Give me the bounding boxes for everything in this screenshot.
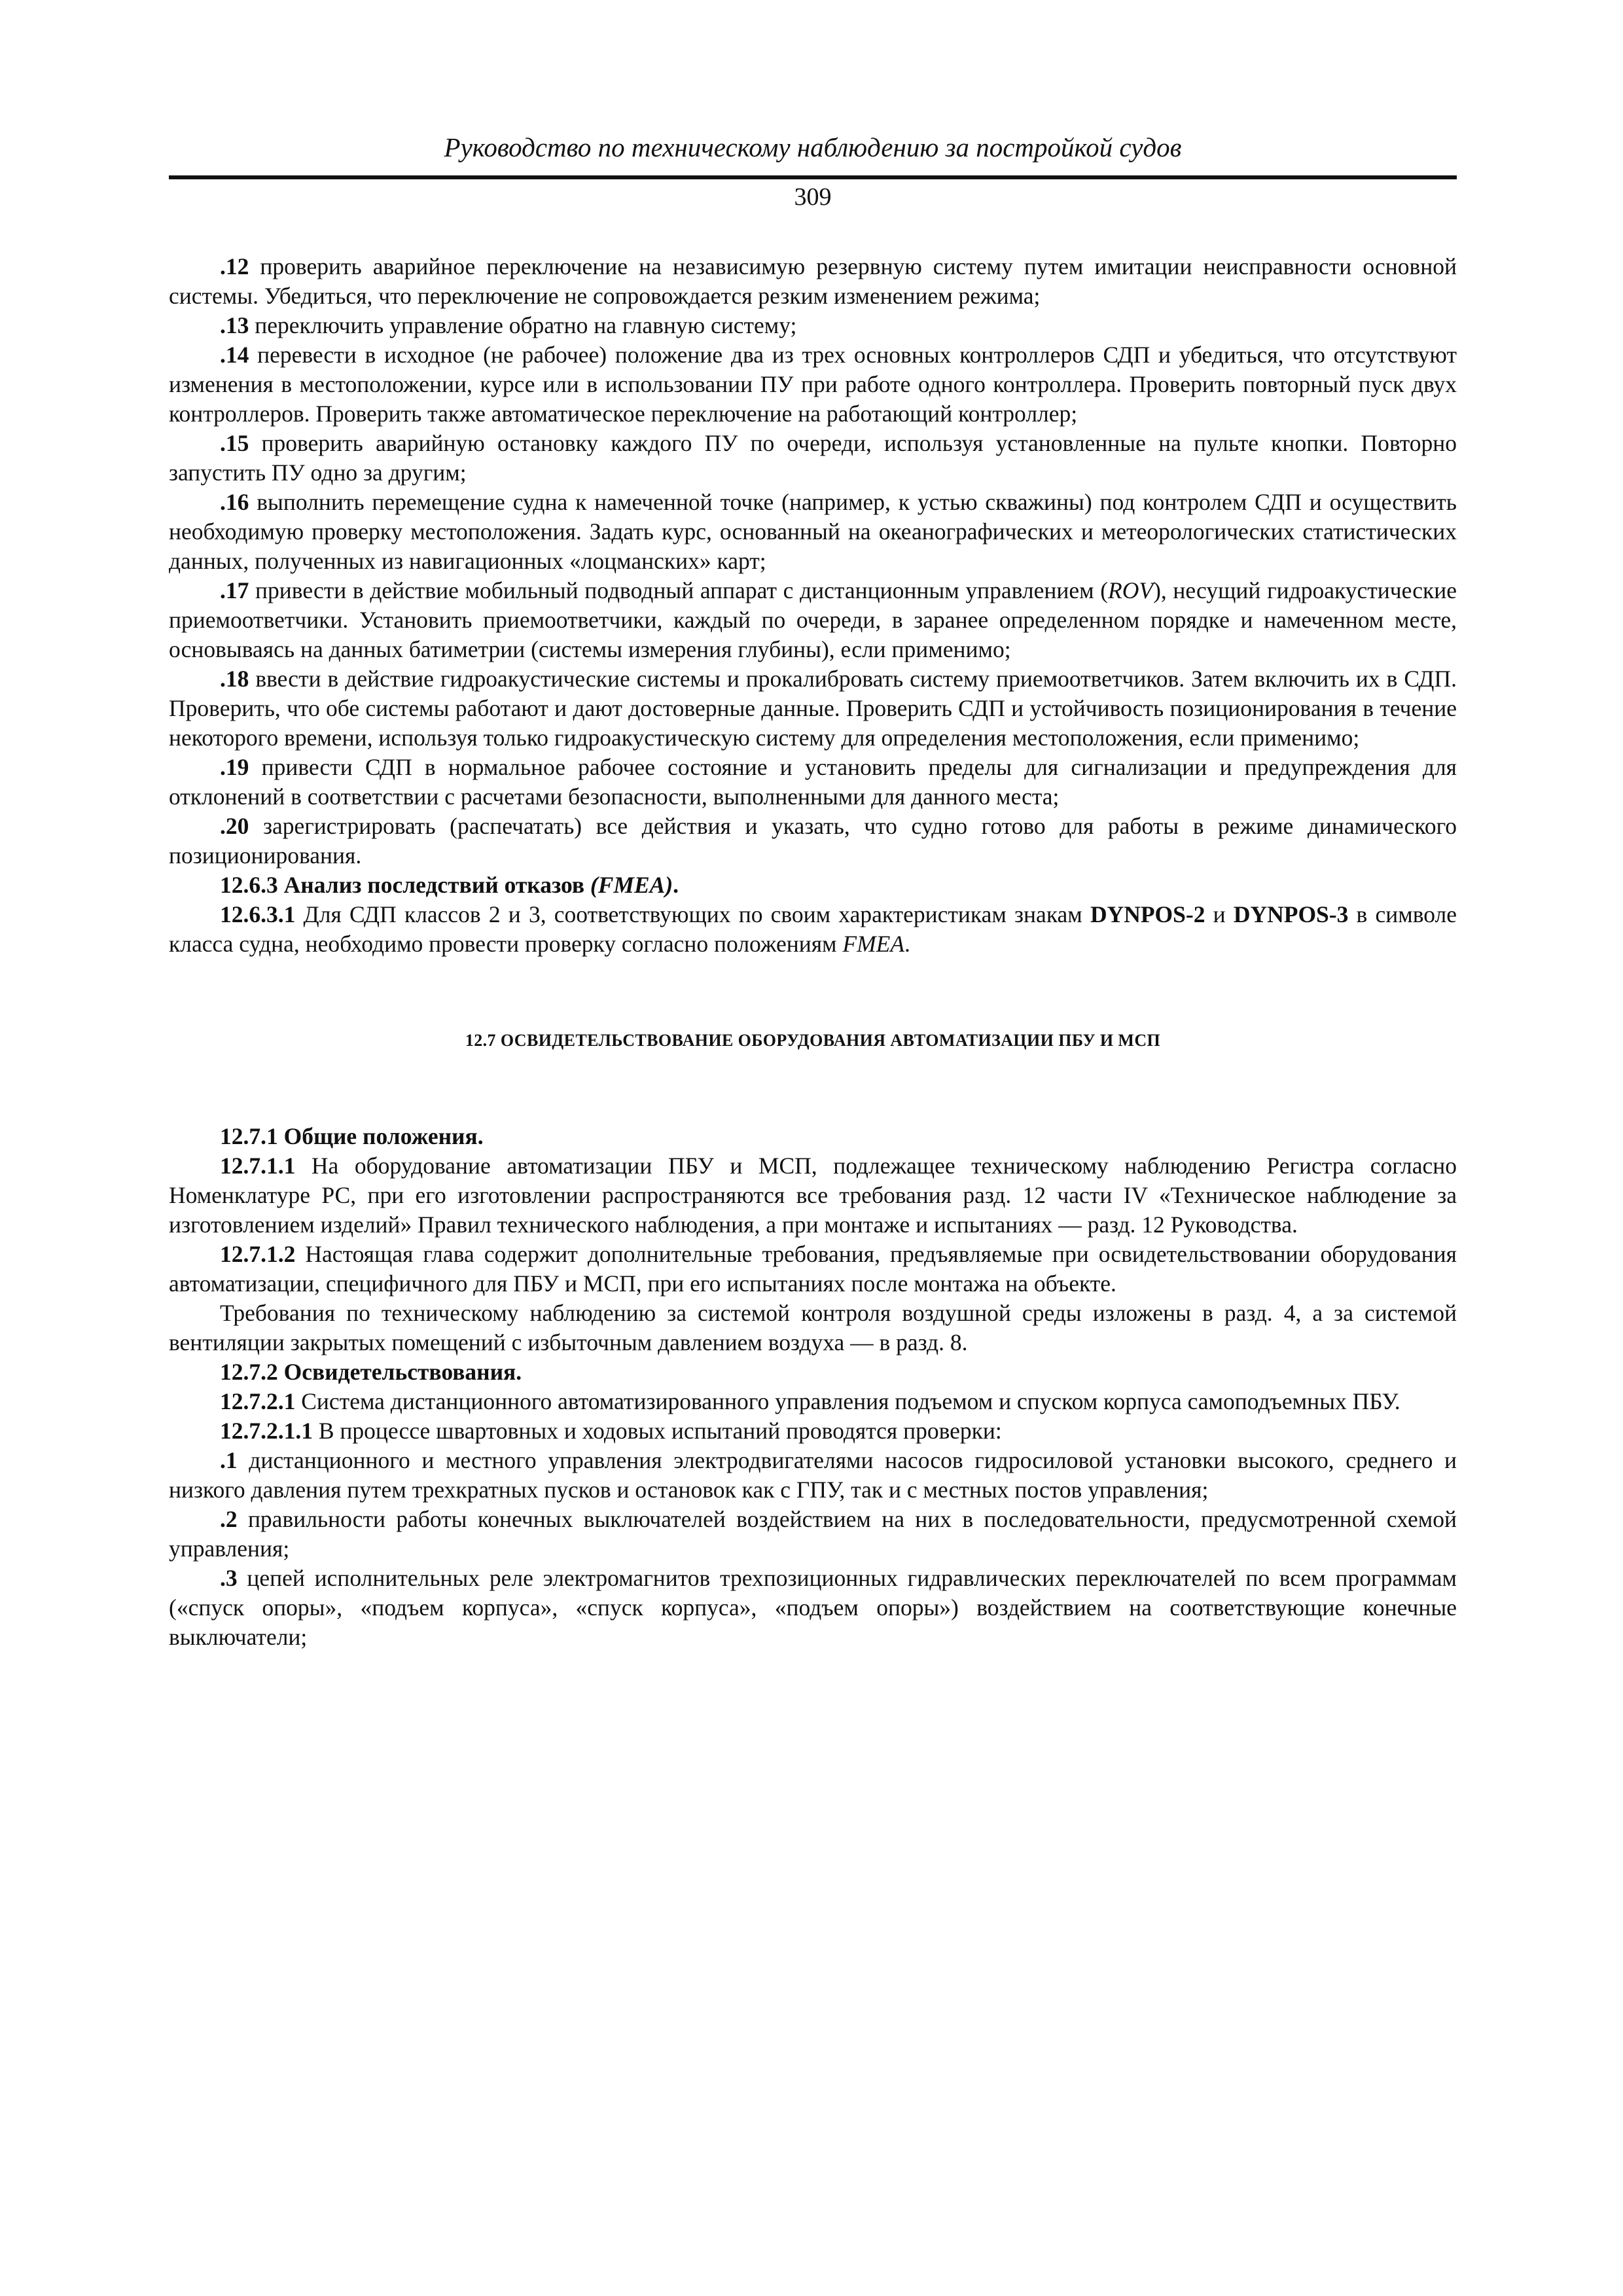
class-notation: DYNPOS-3 <box>1233 901 1349 927</box>
list-item <box>169 812 1457 870</box>
list-item <box>169 1505 1457 1564</box>
page-number: 309 <box>794 183 832 211</box>
paragraph-text: Для СДП классов 2 и 3, соответствующих по своим характеристикам знакам <box>295 901 1090 927</box>
heading-text: 12.6.3 Анализ последствий отказов <box>220 872 590 898</box>
item-text: проверить аварийное переключение на независимую резервную систему путем имитации неисправности основной системы. Убедиться, что переключение не сопровождается резким изменением режима; <box>169 253 1457 309</box>
item-text: ), несущий гидроакустические приемоответчики. Установить приемоответчики, каждый по очереди, в заранее определенном порядке и намеченном месте, основываясь на данных батиметрии (системы измерения глубины), если применимо; <box>169 577 1457 662</box>
item-text: переключить управление обратно на главную систему; <box>249 312 797 338</box>
item-number: .12 <box>220 253 249 279</box>
list-item <box>169 488 1457 576</box>
paragraph-number: 12.6.3.1 <box>220 901 296 927</box>
heading-end: . <box>673 872 679 898</box>
item-text: цепей исполнительных реле электромагнитов трехпозиционных гидравлических переключателей по всем программам («спуск опоры», «подъем корпуса», «спуск корпуса», «подъем опоры») воздействием на соответствующие конечные выключатели; <box>169 1565 1457 1650</box>
item-text: привести СДП в нормальное рабочее состояние и установить пределы для сигнализации и предупреждения для отклонений в соответствии с расчетами безопасности, выполненными для данного места; <box>169 754 1457 810</box>
paragraph-text: в символе класса судна, необходимо провести проверку согласно положениям <box>169 901 1457 957</box>
document-body <box>169 252 1457 1652</box>
paragraph-text: Требования по техническому наблюдению за системой контроля воздушной среды изложены в разд. 4, а за системой вентиляции закрытых помещений с избыточным давлением воздуха — в разд. 8. <box>169 1300 1457 1355</box>
subsection-heading <box>169 1122 1457 1151</box>
item-text: правильности работы конечных выключателей воздействием на них в последовательности, предусмотренной схемой управления; <box>169 1506 1457 1562</box>
list-item <box>169 576 1457 664</box>
paragraph-text: . <box>904 931 910 957</box>
paragraph <box>169 1240 1457 1299</box>
paragraph-text: Система дистанционного автоматизированного управления подъемом и спуском корпуса самоподъемных ПБУ. <box>295 1388 1400 1414</box>
item-number: .1 <box>220 1447 238 1473</box>
paragraph <box>169 900 1457 959</box>
item-text: ввести в действие гидроакустические системы и прокалибровать систему приемоответчиков. Затем включить их в СДП. Проверить, что обе системы работают и дают достоверные данные. Проверить СДП и устойчивость позиционирования в течение некоторого времени, используя только гидроакустическую систему для определения местоположения, если применимо; <box>169 666 1457 751</box>
paragraph-text: Настоящая глава содержит дополнительные требования, предъявляемые при освидетельствовании оборудования автоматизации, специфичного для ПБУ и МСП, при его испытаниях после монтажа на объекте. <box>169 1241 1457 1297</box>
class-notation: DYNPOS-2 <box>1090 901 1205 927</box>
list-item <box>169 311 1457 340</box>
item-number: .19 <box>220 754 249 780</box>
heading-text: 12.7.2 Освидетельствования. <box>220 1359 522 1385</box>
paragraph-text: На оборудование автоматизации ПБУ и МСП, подлежащее техническому наблюдению Регистра согласно Номенклатуре РС, при его изготовлении распространяются все требования разд. 12 части IV «Техническое наблюдение за изготовлением изделий» Правил технического наблюдения, а при монтаже и испытаниях — разд. 12 Руководства. <box>169 1153 1457 1238</box>
heading-text: 12.7.1 Общие положения. <box>220 1123 484 1149</box>
list-item <box>169 753 1457 812</box>
item-number: .15 <box>220 430 249 456</box>
header-rule <box>169 175 1457 179</box>
paragraph <box>169 1387 1457 1416</box>
list-item <box>169 664 1457 753</box>
item-text: выполнить перемещение судна к намеченной точке (например, к устью скважины) под контролем СДП и осуществить необходимую проверку местоположения. Задать курс, основанный на океанографических и метеорологических статистических данных, полученных из навигационных «лоцманских» карт; <box>169 489 1457 574</box>
paragraph-number: 12.7.1.1 <box>220 1153 296 1179</box>
item-number: .13 <box>220 312 249 338</box>
subsection-heading <box>169 870 1457 900</box>
list-item <box>169 340 1457 429</box>
item-number: .16 <box>220 489 249 515</box>
item-text-italic: ROV <box>1108 577 1154 603</box>
item-number: .2 <box>220 1506 238 1532</box>
list-item <box>169 252 1457 311</box>
paragraph <box>169 1299 1457 1357</box>
paragraph-italic: FMEA <box>842 931 905 957</box>
heading-italic: (FMEA) <box>590 872 673 898</box>
item-number: .18 <box>220 666 249 692</box>
running-header: Руководство по техническому наблюдению за постройкой судов <box>444 132 1182 162</box>
item-number: .3 <box>220 1565 238 1591</box>
subsection-heading <box>169 1357 1457 1387</box>
section-title: 12.7 ОСВИДЕТЕЛЬСТВОВАНИЕ ОБОРУДОВАНИЯ АВТОМАТИЗАЦИИ ПБУ И МСП <box>465 1031 1161 1050</box>
paragraph-number: 12.7.1.2 <box>220 1241 296 1267</box>
paragraph <box>169 1151 1457 1240</box>
item-text: зарегистрировать (распечатать) все действия и указать, что судно готово для работы в режиме динамического позиционирования. <box>169 813 1457 869</box>
item-number: .17 <box>220 577 249 603</box>
item-number: .20 <box>220 813 249 839</box>
list-item <box>169 429 1457 488</box>
list-item <box>169 1446 1457 1505</box>
list-item <box>169 1564 1457 1652</box>
paragraph-number: 12.7.2.1 <box>220 1388 296 1414</box>
item-text: дистанционного и местного управления электродвигателями насосов гидросиловой установки высокого, среднего и низкого давления путем трехкратных пусков и остановок как с ГПУ, так и с местных постов управления; <box>169 1447 1457 1503</box>
item-number: .14 <box>220 342 249 368</box>
item-text: привести в действие мобильный подводный аппарат с дистанционным управлением ( <box>249 577 1109 603</box>
paragraph-number: 12.7.2.1.1 <box>220 1418 313 1444</box>
item-text: проверить аварийную остановку каждого ПУ по очереди, используя установленные на пульте кнопки. Повторно запустить ПУ одно за другим; <box>169 430 1457 486</box>
paragraph-text: В процессе швартовных и ходовых испытаний проводятся проверки: <box>313 1418 1002 1444</box>
paragraph <box>169 1416 1457 1446</box>
item-text: перевести в исходное (не рабочее) положение два из трех основных контроллеров СДП и убедиться, что отсутствуют изменения в местоположении, курсе или в использовании ПУ при работе одного контроллера. Проверить повторный пуск двух контроллеров. Проверить также автоматическое переключение на работающий контроллер; <box>169 342 1457 427</box>
paragraph-text: и <box>1205 901 1234 927</box>
